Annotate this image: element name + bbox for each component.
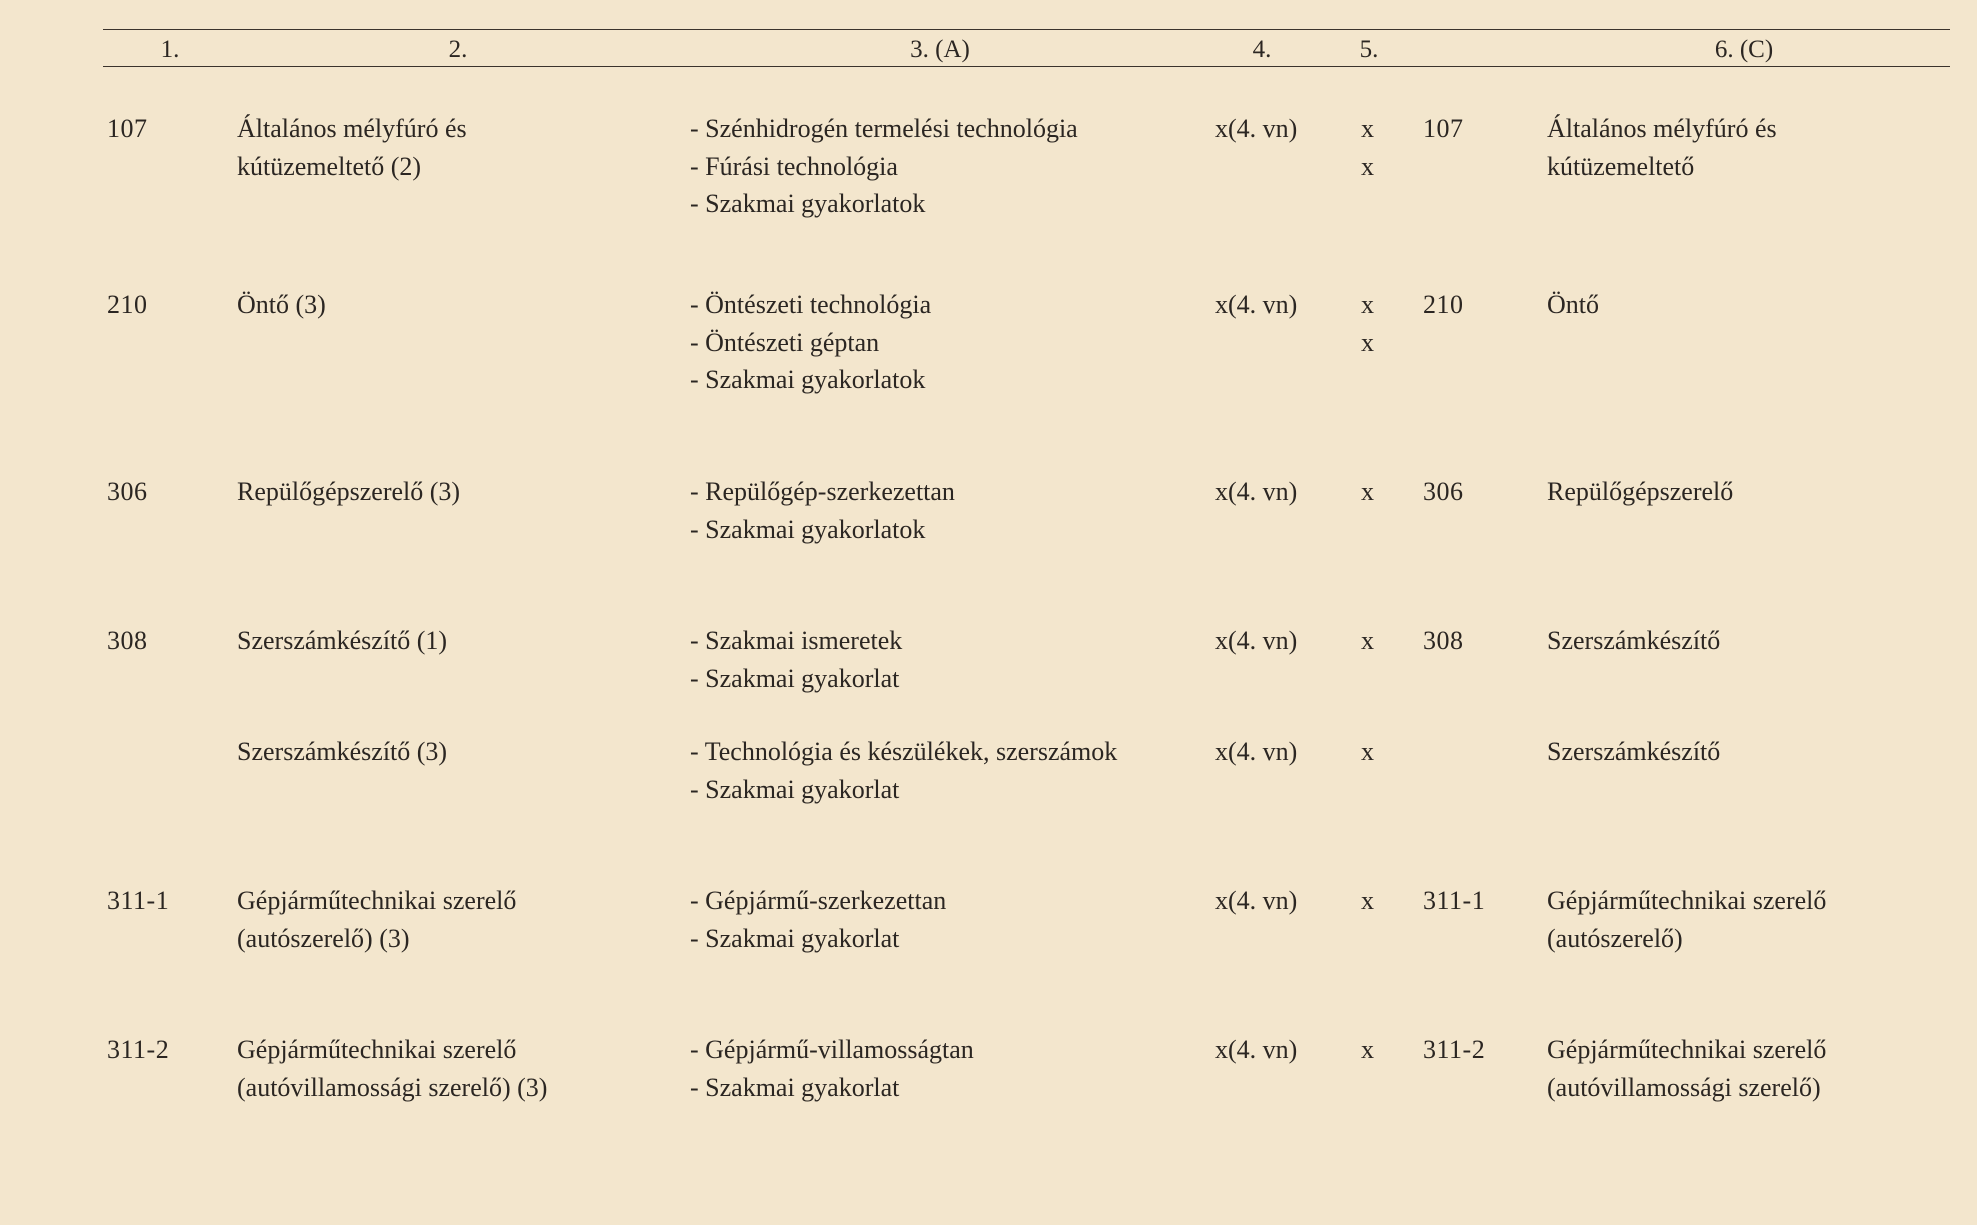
row-code (107, 622, 148, 660)
row-col5-mark (1361, 733, 1374, 771)
row-col5-mark-line: x (1361, 290, 1374, 319)
row-code-c-line: 311-1 (1423, 886, 1486, 915)
row-col5-mark-line: x (1361, 886, 1374, 915)
row-name-c-line: (autóvillamossági szerelő) (1547, 1072, 1821, 1102)
row-subjects-line: - Szakmai ismeretek (690, 626, 903, 655)
row-col4-mark-line: x(4. vn) (1215, 737, 1298, 766)
row-name-c-line: Gépjárműtechnikai szerelő (1547, 886, 1827, 915)
row-name-line: Szerszámkészítő (3) (237, 737, 448, 766)
row-col5-mark-line: x (1361, 626, 1374, 655)
row-col5-mark (1361, 286, 1374, 361)
header-col-3: 3. (A) (910, 36, 970, 63)
row-name (237, 110, 467, 185)
row-col5-mark-line: x (1361, 327, 1374, 357)
row-subjects (690, 622, 902, 697)
row-name-c (1547, 733, 1720, 771)
row-col4-mark-line: x(4. vn) (1215, 114, 1298, 143)
row-code-line: 311-1 (107, 886, 170, 915)
header-top-rule (103, 29, 1950, 30)
row-code-c (1423, 473, 1464, 511)
row-code-line: 308 (107, 626, 148, 655)
row-name-c-line: Szerszámkészítő (1547, 626, 1721, 655)
row-col5-mark (1361, 110, 1374, 185)
row-name-c-line: Szerszámkészítő (1547, 737, 1721, 766)
row-subjects-line: - Technológia és készülékek, szerszámok (690, 737, 1118, 766)
row-name (237, 1031, 547, 1106)
row-subjects (690, 882, 946, 957)
row-name (237, 622, 447, 660)
row-col5-mark (1361, 473, 1374, 511)
row-name-line: kútüzemeltető (2) (237, 151, 422, 181)
row-subjects-line: - Szakmai gyakorlatok (690, 365, 926, 394)
row-code (107, 286, 148, 324)
row-code-c-line: 306 (1423, 477, 1464, 506)
row-col5-mark (1361, 622, 1374, 660)
row-col4-mark-line: x(4. vn) (1215, 290, 1298, 319)
row-subjects (690, 286, 931, 399)
row-col4-mark-line: x(4. vn) (1215, 626, 1298, 655)
row-col5-mark (1361, 1031, 1374, 1069)
row-name-line: Általános mélyfúró és (237, 114, 467, 143)
row-subjects (690, 473, 955, 548)
row-subjects-line: - Öntészeti technológia (690, 290, 932, 319)
row-col4-mark (1215, 1031, 1297, 1069)
header-col-2: 2. (448, 36, 468, 63)
row-code-c-line: 210 (1423, 290, 1464, 319)
row-code-line: 107 (107, 114, 148, 143)
row-name (237, 882, 516, 957)
row-code (107, 110, 148, 148)
row-subjects-line: - Gépjármű-szerkezettan (690, 886, 947, 915)
row-code (107, 882, 169, 920)
header-col-1: 1. (160, 36, 180, 63)
row-code-line: 306 (107, 477, 148, 506)
row-code-c-line: 107 (1423, 114, 1464, 143)
row-subjects-line: - Szakmai gyakorlat (690, 923, 900, 953)
row-col5-mark-line: x (1361, 1035, 1374, 1064)
row-col5-mark-line: x (1361, 477, 1374, 506)
row-name-line: Szerszámkészítő (1) (237, 626, 448, 655)
row-subjects-line: - Gépjármű-villamosságtan (690, 1035, 974, 1064)
row-subjects (690, 110, 1078, 223)
row-name (237, 473, 460, 511)
row-col4-mark (1215, 473, 1297, 511)
row-subjects-line: - Szakmai gyakorlatok (690, 514, 926, 544)
row-name-c (1547, 286, 1599, 324)
row-code-c (1423, 622, 1464, 660)
row-subjects-line: - Repülőgép-szerkezettan (690, 477, 955, 506)
row-col4-mark-line: x(4. vn) (1215, 886, 1298, 915)
row-code-line: 210 (107, 290, 148, 319)
row-name-line: Gépjárműtechnikai szerelő (237, 1035, 517, 1064)
row-name-line: (autószerelő) (3) (237, 923, 410, 953)
row-name-c (1547, 882, 1826, 957)
row-col5-mark-line: x (1361, 737, 1374, 766)
row-subjects (690, 733, 1117, 808)
row-code-c (1423, 110, 1464, 148)
row-name-c-line: Öntő (1547, 290, 1599, 319)
row-subjects-line: - Szakmai gyakorlat (690, 774, 900, 804)
row-name-c-line: (autószerelő) (1547, 923, 1683, 953)
row-code-c-line: 308 (1423, 626, 1464, 655)
row-code (107, 473, 148, 511)
row-name-c-line: kútüzemeltető (1547, 151, 1695, 181)
row-col5-mark (1361, 882, 1374, 920)
row-name (237, 286, 326, 324)
row-col5-mark-line: x (1361, 151, 1374, 181)
row-col4-mark-line: x(4. vn) (1215, 1035, 1298, 1064)
row-subjects (690, 1031, 974, 1106)
header-bottom-rule (103, 66, 1950, 67)
row-name-c (1547, 622, 1720, 660)
row-name-line: (autóvillamossági szerelő) (3) (237, 1072, 548, 1102)
row-code-c (1423, 882, 1485, 920)
header-col-5: 5. (1359, 36, 1379, 63)
row-name-c-line: Repülőgépszerelő (1547, 477, 1734, 506)
row-col4-mark (1215, 286, 1297, 324)
header-col-4: 4. (1252, 36, 1272, 63)
row-col4-mark (1215, 110, 1297, 148)
row-name-line: Repülőgépszerelő (3) (237, 477, 461, 506)
row-code-c-line: 311-2 (1423, 1035, 1486, 1064)
row-name-c (1547, 110, 1777, 185)
row-subjects-line: - Szakmai gyakorlat (690, 663, 900, 693)
row-subjects-line: - Szakmai gyakorlatok (690, 189, 926, 218)
row-code (107, 1031, 169, 1069)
row-name-line: Öntő (3) (237, 290, 326, 319)
row-code-c (1423, 1031, 1485, 1069)
row-code-c (1423, 286, 1464, 324)
row-name-c-line: Általános mélyfúró és (1547, 114, 1777, 143)
row-name (237, 733, 447, 771)
row-subjects-line: - Öntészeti géptan (690, 327, 880, 357)
row-name-line: Gépjárműtechnikai szerelő (237, 886, 517, 915)
row-subjects-line: - Szénhidrogén termelési technológia (690, 114, 1078, 143)
row-col4-mark (1215, 733, 1297, 771)
row-col4-mark-line: x(4. vn) (1215, 477, 1298, 506)
row-subjects-line: - Szakmai gyakorlat (690, 1072, 900, 1102)
row-col4-mark (1215, 622, 1297, 660)
row-name-c (1547, 1031, 1826, 1106)
row-name-c-line: Gépjárműtechnikai szerelő (1547, 1035, 1827, 1064)
header-col-6: 6. (C) (1714, 36, 1774, 63)
row-subjects-line: - Fúrási technológia (690, 151, 898, 181)
row-col4-mark (1215, 882, 1297, 920)
row-col5-mark-line: x (1361, 114, 1374, 143)
row-code-line: 311-2 (107, 1035, 170, 1064)
row-name-c (1547, 473, 1733, 511)
